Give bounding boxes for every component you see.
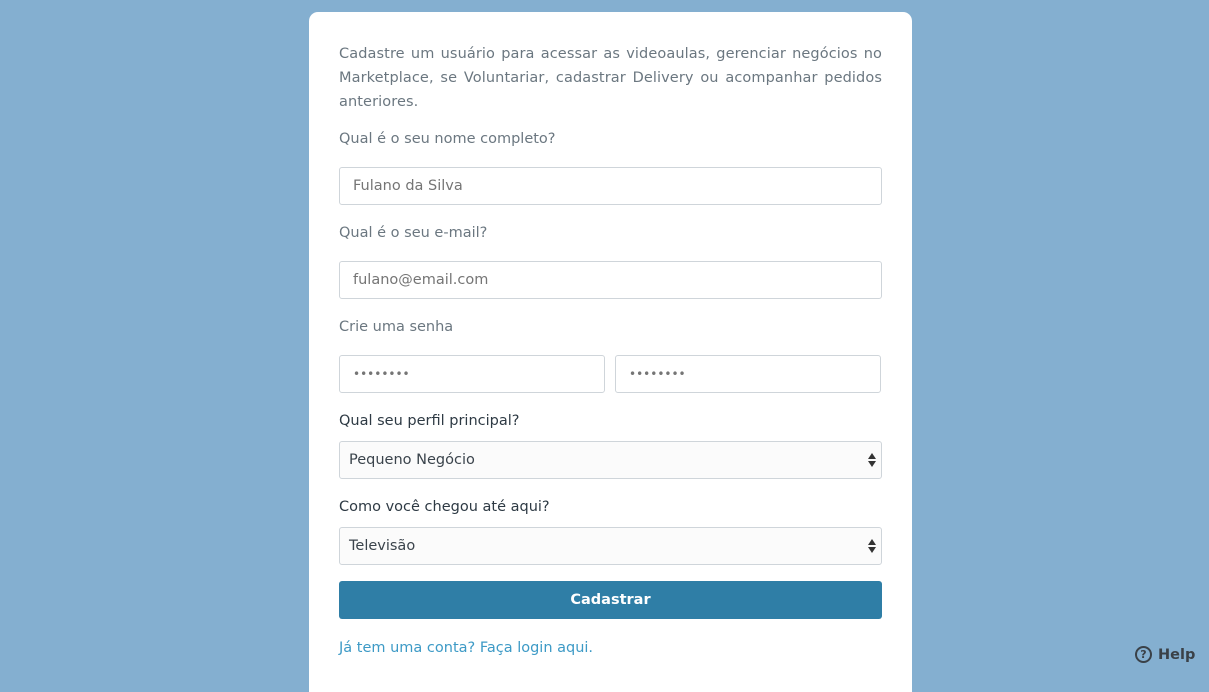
password-label: Crie uma senha: [339, 319, 454, 335]
profile-selected-value: Pequeno Negócio: [349, 452, 475, 468]
help-label: Help: [1158, 646, 1196, 663]
submit-button[interactable]: Cadastrar: [339, 581, 882, 619]
login-link[interactable]: Já tem uma conta? Faça login aqui.: [339, 640, 594, 656]
password-input[interactable]: [339, 355, 605, 393]
source-label: Como você chegou até aqui?: [339, 499, 550, 515]
source-select[interactable]: [339, 527, 882, 565]
select-arrows-icon: [867, 451, 877, 469]
select-arrows-icon: [867, 537, 877, 555]
profile-label: Qual seu perfil principal?: [339, 413, 520, 429]
password-confirm-input[interactable]: [615, 355, 881, 393]
source-selected-value: Televisão: [349, 538, 416, 554]
profile-select[interactable]: [339, 441, 882, 479]
name-input[interactable]: [339, 167, 882, 205]
intro-text: Cadastre um usuário para acessar as videoaulas, gerenciar negócios no Marketplace, se Voluntariar, cadastrar Delivery ou acompanhar pedidos anteriores.: [339, 46, 882, 110]
help-button[interactable]: [1135, 646, 1195, 663]
password-row: [339, 355, 882, 393]
email-input[interactable]: [339, 261, 882, 299]
question-circle-icon: ?: [1135, 646, 1152, 663]
email-label: Qual é o seu e-mail?: [339, 225, 488, 241]
name-label: Qual é o seu nome completo?: [339, 131, 556, 147]
signup-card: [309, 12, 912, 692]
